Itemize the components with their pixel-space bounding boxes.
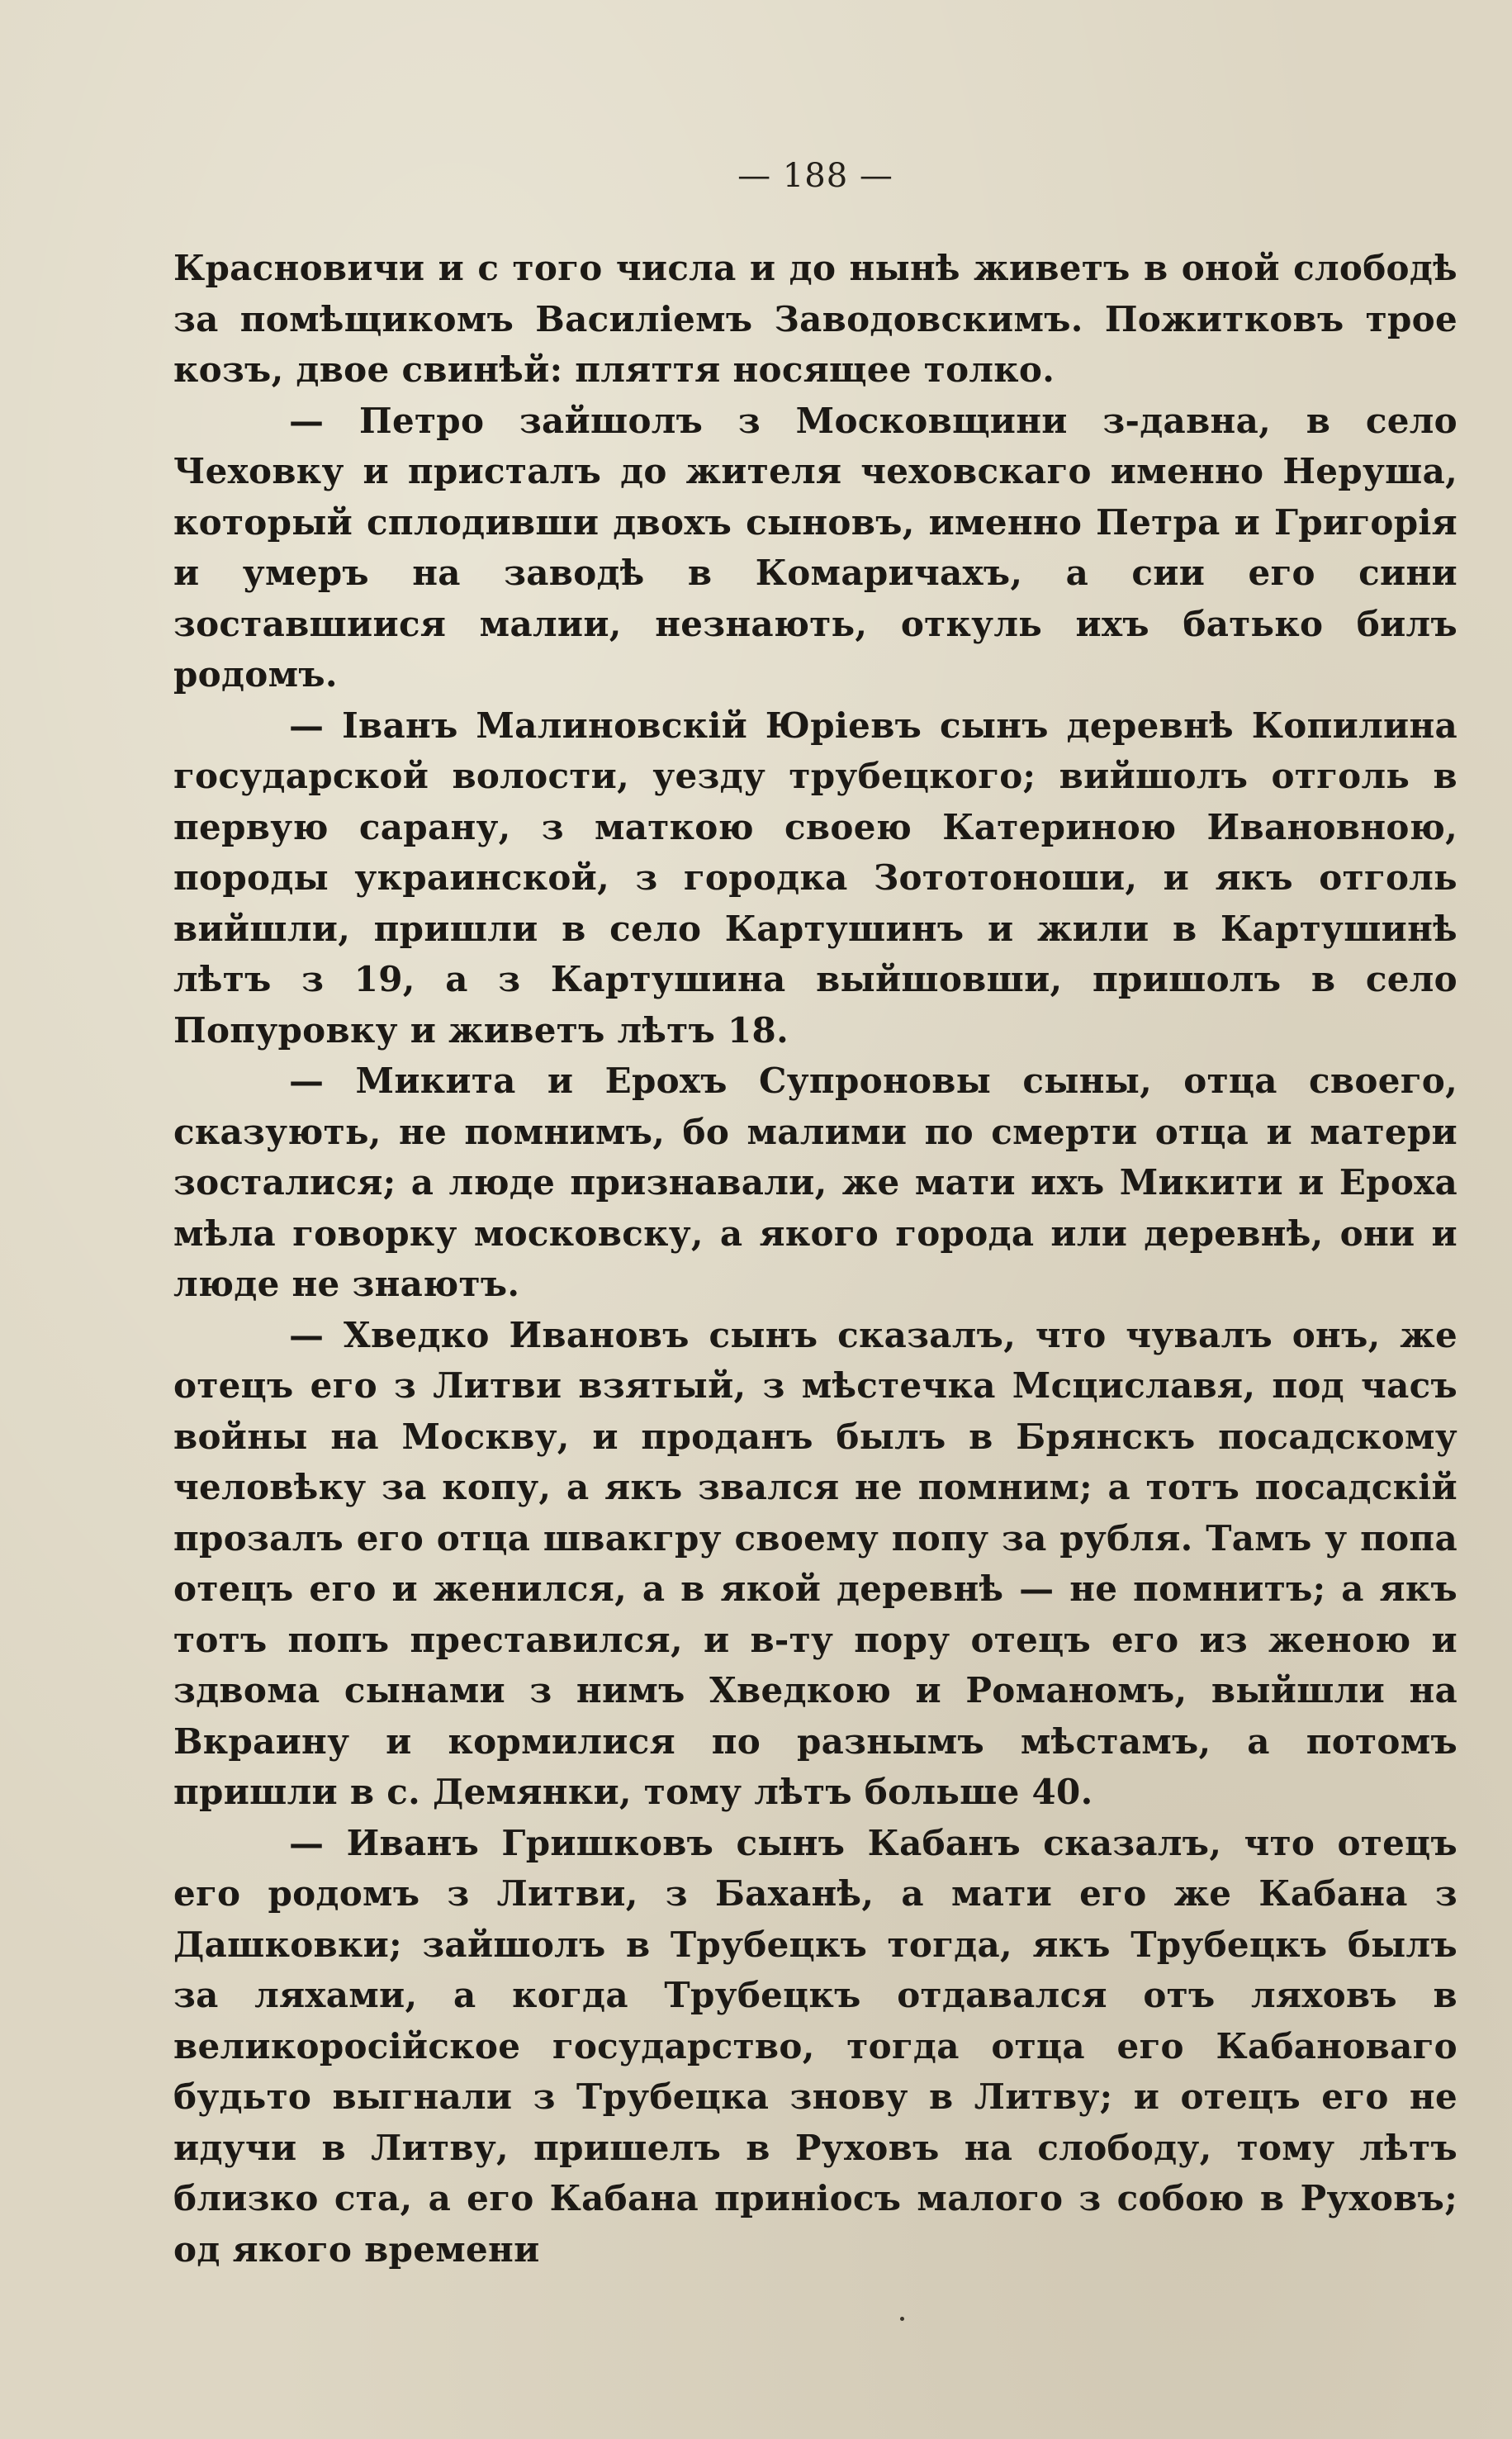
- paragraph-krasnovichi: Красновичи и с того числа и до нынѣ живетъ в оной слободѣ за помѣщикомъ Василіемъ Заводовскимъ. Пожитковъ трое козъ, двое свинѣй: пляття носящее толко.: [173, 248, 1457, 390]
- book-page: [173, 140, 1457, 2370]
- ink-speck: [900, 2317, 904, 2321]
- page-number: — 188 —: [737, 157, 893, 195]
- paragraph-ivan-kaban: — Иванъ Гришковъ сынъ Кабанъ сказалъ, что отецъ его родомъ з Литви, з Баханѣ, а мати его же Кабана з Дашковки; зайшолъ в Трубецкъ тогда, якъ Трубецкъ былъ за ляхами, а когда Трубецкъ отдавался отъ ляховъ в великоросійское государство, тогда отца его Кабановаго будьто выгнали з Трубецка знову в Литву; и отецъ его не идучи в Литву, пришелъ в Руховъ на слободу, тому лѣтъ близко ста, а его Кабана приніосъ малого з собою в Руховъ; од якого времени: [173, 1822, 1457, 2270]
- paragraph-ivan-malinovsky: — Іванъ Малиновскій Юріевъ сынъ деревнѣ Копилина государской волости, уезду трубецкого; вийшолъ отголь в первую сарану, з маткою своею Катериною Ивановною, породы украинской, з городка Зототоноши, и якъ отголь вийшли, пришли в село Картушинъ и жили в Картушинѣ лѣтъ з 19, а з Картушина выйшовши, пришолъ в село Попуровку и живетъ лѣтъ 18.: [173, 705, 1457, 1051]
- paragraph-mykyta-erokh: — Микита и Ерохъ Супроновы сыны, отца своего, сказують, не помнимъ, бо малими по смерти отца и матери зосталися; а люде признавали, же мати ихъ Микити и Ероха мѣла говорку московску, а якого города или деревнѣ, они и люде не знаютъ.: [173, 1061, 1457, 1304]
- paragraph-khvedko: — Хведко Ивановъ сынъ сказалъ, что чувалъ онъ, же отецъ его з Литви взятый, з мѣстечка Мсциславя, под часъ войны на Москву, и проданъ былъ в Брянскъ посадскому человѣку за копу, а якъ звался не помним; а тотъ посадскій прозалъ его отца швакгру своему попу за рубля. Тамъ у попа отецъ его и женился, а в якой деревнѣ — не помнитъ; а якъ тотъ попъ преставился, и в-ту пору отецъ его из женою и здвома сынами з нимъ Хведкою и Романомъ, выйшли на Вкраину и кормилися по разнымъ мѣстамъ, а потомъ пришли в с. Демянки, тому лѣтъ больше 40.: [173, 1314, 1457, 1812]
- paragraph-petro: — Петро зайшолъ з Московщини з-давна, в село Чеховку и присталъ до жителя чеховскаго именно Неруша, который сплодивши двохъ сыновъ, именно Петра и Григорія и умеръ на заводѣ в Комаричахъ, а сии его сини зоставшиися малии, незнають, откуль ихъ батько билъ родомъ.: [173, 400, 1457, 695]
